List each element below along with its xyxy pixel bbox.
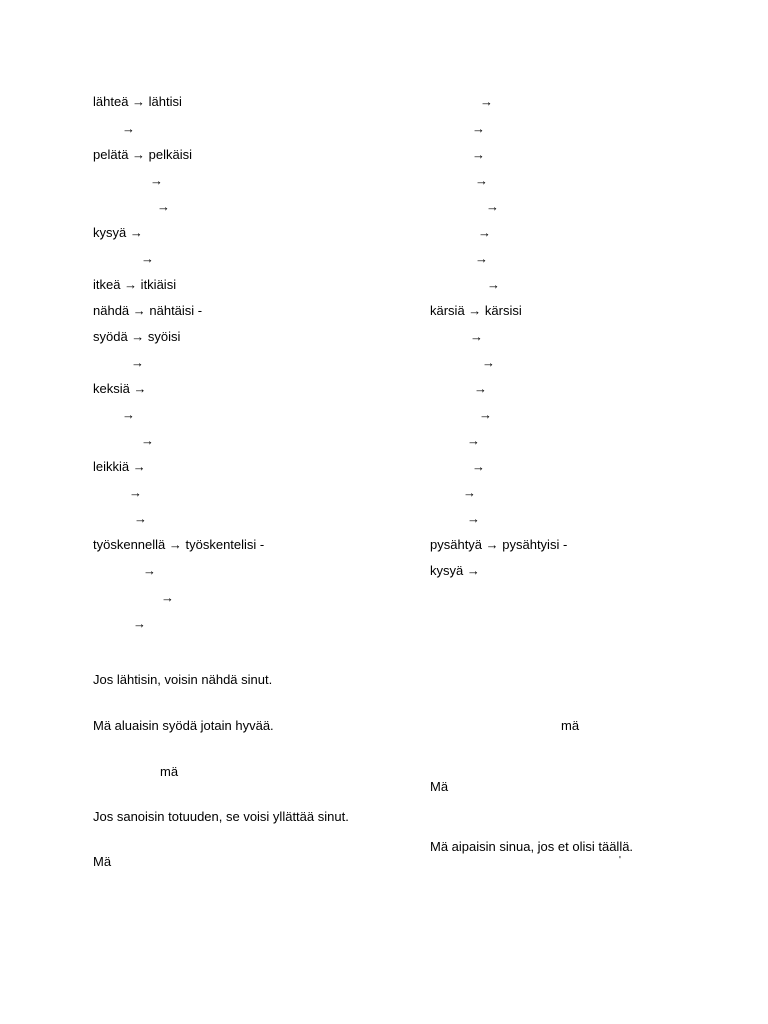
left-line-19: → bbox=[143, 563, 156, 578]
right-line-3: → bbox=[472, 147, 485, 162]
sentence-2: Mä aluaisin syödä jotain hyvää. bbox=[93, 718, 274, 733]
left-line-15: leikkiä → bbox=[93, 459, 146, 474]
left-line-11: → bbox=[131, 355, 144, 370]
left-line-14: → bbox=[141, 433, 154, 448]
right-line-11: → bbox=[482, 355, 495, 370]
left-line-20: → bbox=[161, 590, 174, 605]
left-line-5: → bbox=[157, 199, 170, 214]
right-line-9: kärsiä → kärsisi bbox=[430, 303, 522, 318]
right-line-18: pysähtyä → pysähtyisi - bbox=[430, 537, 568, 552]
right-line-2: → bbox=[472, 121, 485, 136]
right-line-7: → bbox=[475, 251, 488, 266]
stray-mark: ' bbox=[619, 855, 621, 866]
left-line-1: lähteä → lähtisi bbox=[93, 94, 182, 109]
left-line-2: → bbox=[122, 121, 135, 136]
left-line-17: → bbox=[134, 511, 147, 526]
sentence-1: Jos lähtisin, voisin nähdä sinut. bbox=[93, 672, 273, 687]
left-line-10: syödä → syöisi bbox=[93, 329, 181, 344]
sentence-5: Mä bbox=[93, 854, 112, 869]
right-line-4: → bbox=[475, 173, 488, 188]
right-line-19: kysyä → bbox=[430, 563, 480, 578]
left-line-9: nähdä → nähtäisi - bbox=[93, 303, 203, 318]
left-line-3: pelätä → pelkäisi bbox=[93, 147, 192, 162]
left-line-13: → bbox=[122, 407, 135, 422]
left-line-4: → bbox=[150, 173, 163, 188]
right-line-16: → bbox=[463, 485, 476, 500]
right-line-8: → bbox=[487, 277, 500, 292]
right-line-10: → bbox=[470, 329, 483, 344]
sentence-3: mä bbox=[160, 764, 179, 779]
right-line-6: → bbox=[478, 225, 491, 240]
left-line-18: työskennellä → työskentelisi - bbox=[93, 537, 265, 552]
left-line-8: itkeä → itkiäisi bbox=[93, 277, 177, 292]
left-line-7: → bbox=[141, 251, 154, 266]
right-line-1: → bbox=[480, 94, 493, 109]
right-line-12: → bbox=[474, 381, 487, 396]
left-line-21: → bbox=[133, 616, 146, 631]
right-line-13: → bbox=[479, 407, 492, 422]
right-sentence-3: Mä aipaisin sinua, jos et olisi täällä. bbox=[430, 839, 634, 854]
right-sentence-2: Mä bbox=[430, 779, 449, 794]
sentence-4: Jos sanoisin totuuden, se voisi yllättää sinut. bbox=[93, 809, 349, 824]
right-line-5: → bbox=[486, 199, 499, 214]
right-sentence-1: mä bbox=[561, 718, 580, 733]
left-line-6: kysyä → bbox=[93, 225, 143, 240]
right-line-17: → bbox=[467, 511, 480, 526]
left-line-12: keksiä → bbox=[93, 381, 147, 396]
right-line-14: → bbox=[467, 433, 480, 448]
right-line-15: → bbox=[472, 459, 485, 474]
left-line-16: → bbox=[129, 485, 142, 500]
